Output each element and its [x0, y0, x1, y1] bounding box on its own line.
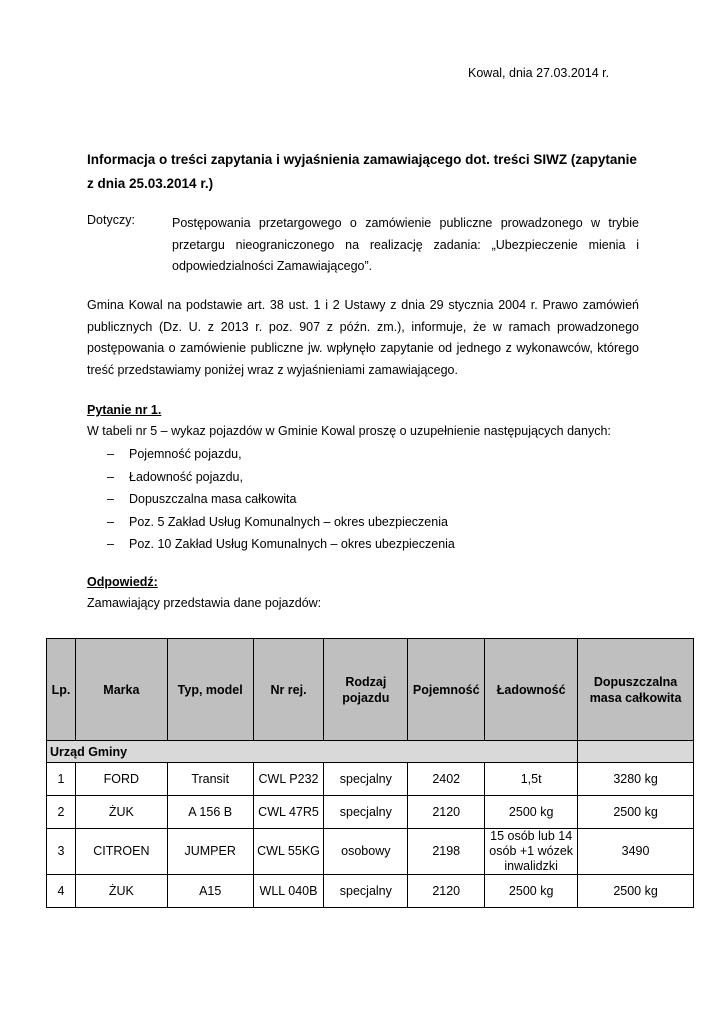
list-item-text: Ładowność pojazdu,: [129, 469, 243, 484]
document-title: Informacja o treści zapytania i wyjaśnienia zamawiającego dot. treści SIWZ (zapytanie z dnia 25.03.2014 r.): [87, 152, 637, 191]
list-item-text: Dopuszczalna masa całkowita: [129, 492, 297, 506]
list-item: [107, 513, 455, 536]
table-cell: 2120: [408, 796, 485, 829]
list-item-text: Poz. 10 Zakład Usług Komunalnych – okres ubezpieczenia: [129, 537, 455, 551]
regarding-line: odpowiedzialności Zamawiającego”.: [172, 259, 373, 273]
table-cell: 2500 kg: [485, 796, 578, 829]
table-cell: ŻUK: [75, 875, 167, 908]
table-cell: Transit: [167, 763, 253, 796]
intro-line: postępowania o zamówienie publiczne jw. wpłynęło zapytanie od jednego z wykonawców, którego: [87, 341, 639, 355]
table-cell: 1,5t: [485, 763, 578, 796]
dash-bullet: –: [107, 447, 114, 461]
col-header-model: Typ, model: [167, 639, 253, 741]
list-item-text: Poz. 5 Zakład Usług Komunalnych – okres ubezpieczenia: [129, 514, 448, 529]
table-cell: 15 osób lub 14 osób +1 wózek inwalidzki: [485, 829, 578, 875]
table-cell: A15: [167, 875, 253, 908]
col-header-gross-weight: Dopuszczalna masa całkowita: [578, 639, 694, 741]
col-header-registration: Nr rej.: [253, 639, 324, 741]
dash-bullet: –: [107, 537, 114, 551]
list-item: [107, 535, 455, 558]
list-item: [107, 445, 455, 468]
table-row: [47, 796, 694, 829]
document-date: Kowal, dnia 27.03.2014 r.: [468, 66, 610, 80]
table-cell: CWL 47R5: [253, 796, 324, 829]
table-cell: 3280 kg: [578, 763, 694, 796]
table-row: [47, 875, 694, 908]
answer-text: Zamawiający przedstawia dane pojazdów:: [87, 596, 322, 610]
vehicles-table: [46, 638, 694, 908]
col-header-load: Ładowność: [485, 639, 578, 741]
section-label: Urząd Gminy: [47, 741, 578, 763]
table-cell: JUMPER: [167, 829, 253, 875]
col-header-lp: Lp.: [47, 639, 76, 741]
table-cell: specjalny: [324, 796, 408, 829]
table-cell: FORD: [75, 763, 167, 796]
answer-heading: Odpowiedź:: [87, 575, 158, 589]
table-cell: 2: [47, 796, 76, 829]
table-row: [47, 829, 694, 875]
table-cell: specjalny: [324, 875, 408, 908]
section-blank-cell: [578, 741, 694, 763]
regarding-label: Dotyczy:: [87, 213, 135, 227]
intro-line: treść przedstawiamy poniżej wraz z wyjaśnieniami zamawiającego.: [87, 362, 458, 377]
table-cell: specjalny: [324, 763, 408, 796]
table-header-row: [47, 639, 694, 741]
dash-bullet: –: [107, 514, 114, 529]
intro-line: Gmina Kowal na podstawie art. 38 ust. 1 i 2 Ustawy z dnia 29 stycznia 2004 r. Prawo zamówień: [87, 298, 639, 312]
table-cell: A 156 B: [167, 796, 253, 829]
question-heading: Pytanie nr 1.: [87, 403, 162, 417]
table-cell: WLL 040B: [253, 875, 324, 908]
table-cell: 2198: [408, 829, 485, 875]
table-cell: 3490: [578, 829, 694, 875]
dash-bullet: –: [107, 492, 114, 506]
table-cell: 2120: [408, 875, 485, 908]
table-cell: 3: [47, 829, 76, 875]
list-item: [107, 468, 455, 491]
table-row: [47, 763, 694, 796]
table-cell: osobowy: [324, 829, 408, 875]
col-header-capacity: Pojemność: [408, 639, 485, 741]
table-cell: 4: [47, 875, 76, 908]
intro-paragraph: [87, 295, 639, 381]
table-cell: ŻUK: [75, 796, 167, 829]
regarding-line: przetargu nieograniczonego na realizację zadania: „Ubezpieczenie mienia i: [172, 237, 639, 252]
list-item-text: Pojemność pojazdu,: [129, 447, 242, 461]
table-cell: CWL 55KG: [253, 829, 324, 875]
regarding-text: [172, 213, 639, 278]
table-cell: 2500 kg: [485, 875, 578, 908]
list-item: [107, 490, 455, 513]
col-header-vehicle-type: Rodzaj pojazdu: [324, 639, 408, 741]
regarding-line: Postępowania przetargowego o zamówienie publiczne prowadzonego w trybie: [172, 216, 639, 230]
intro-line: publicznych (Dz. U. z 2013 r. poz. 907 z późn. zm.), informuje, że w ramach prowadzonego: [87, 319, 639, 334]
table-section-row: [47, 741, 694, 763]
question-list: [107, 445, 455, 558]
dash-bullet: –: [107, 469, 114, 484]
question-text: W tabeli nr 5 – wykaz pojazdów w Gminie Kowal proszę o uzupełnienie następujących danych:: [87, 424, 611, 438]
table-cell: 1: [47, 763, 76, 796]
table-cell: CITROEN: [75, 829, 167, 875]
table-cell: 2500 kg: [578, 796, 694, 829]
col-header-make: Marka: [75, 639, 167, 741]
table-cell: 2402: [408, 763, 485, 796]
table-cell: 2500 kg: [578, 875, 694, 908]
table-cell: CWL P232: [253, 763, 324, 796]
